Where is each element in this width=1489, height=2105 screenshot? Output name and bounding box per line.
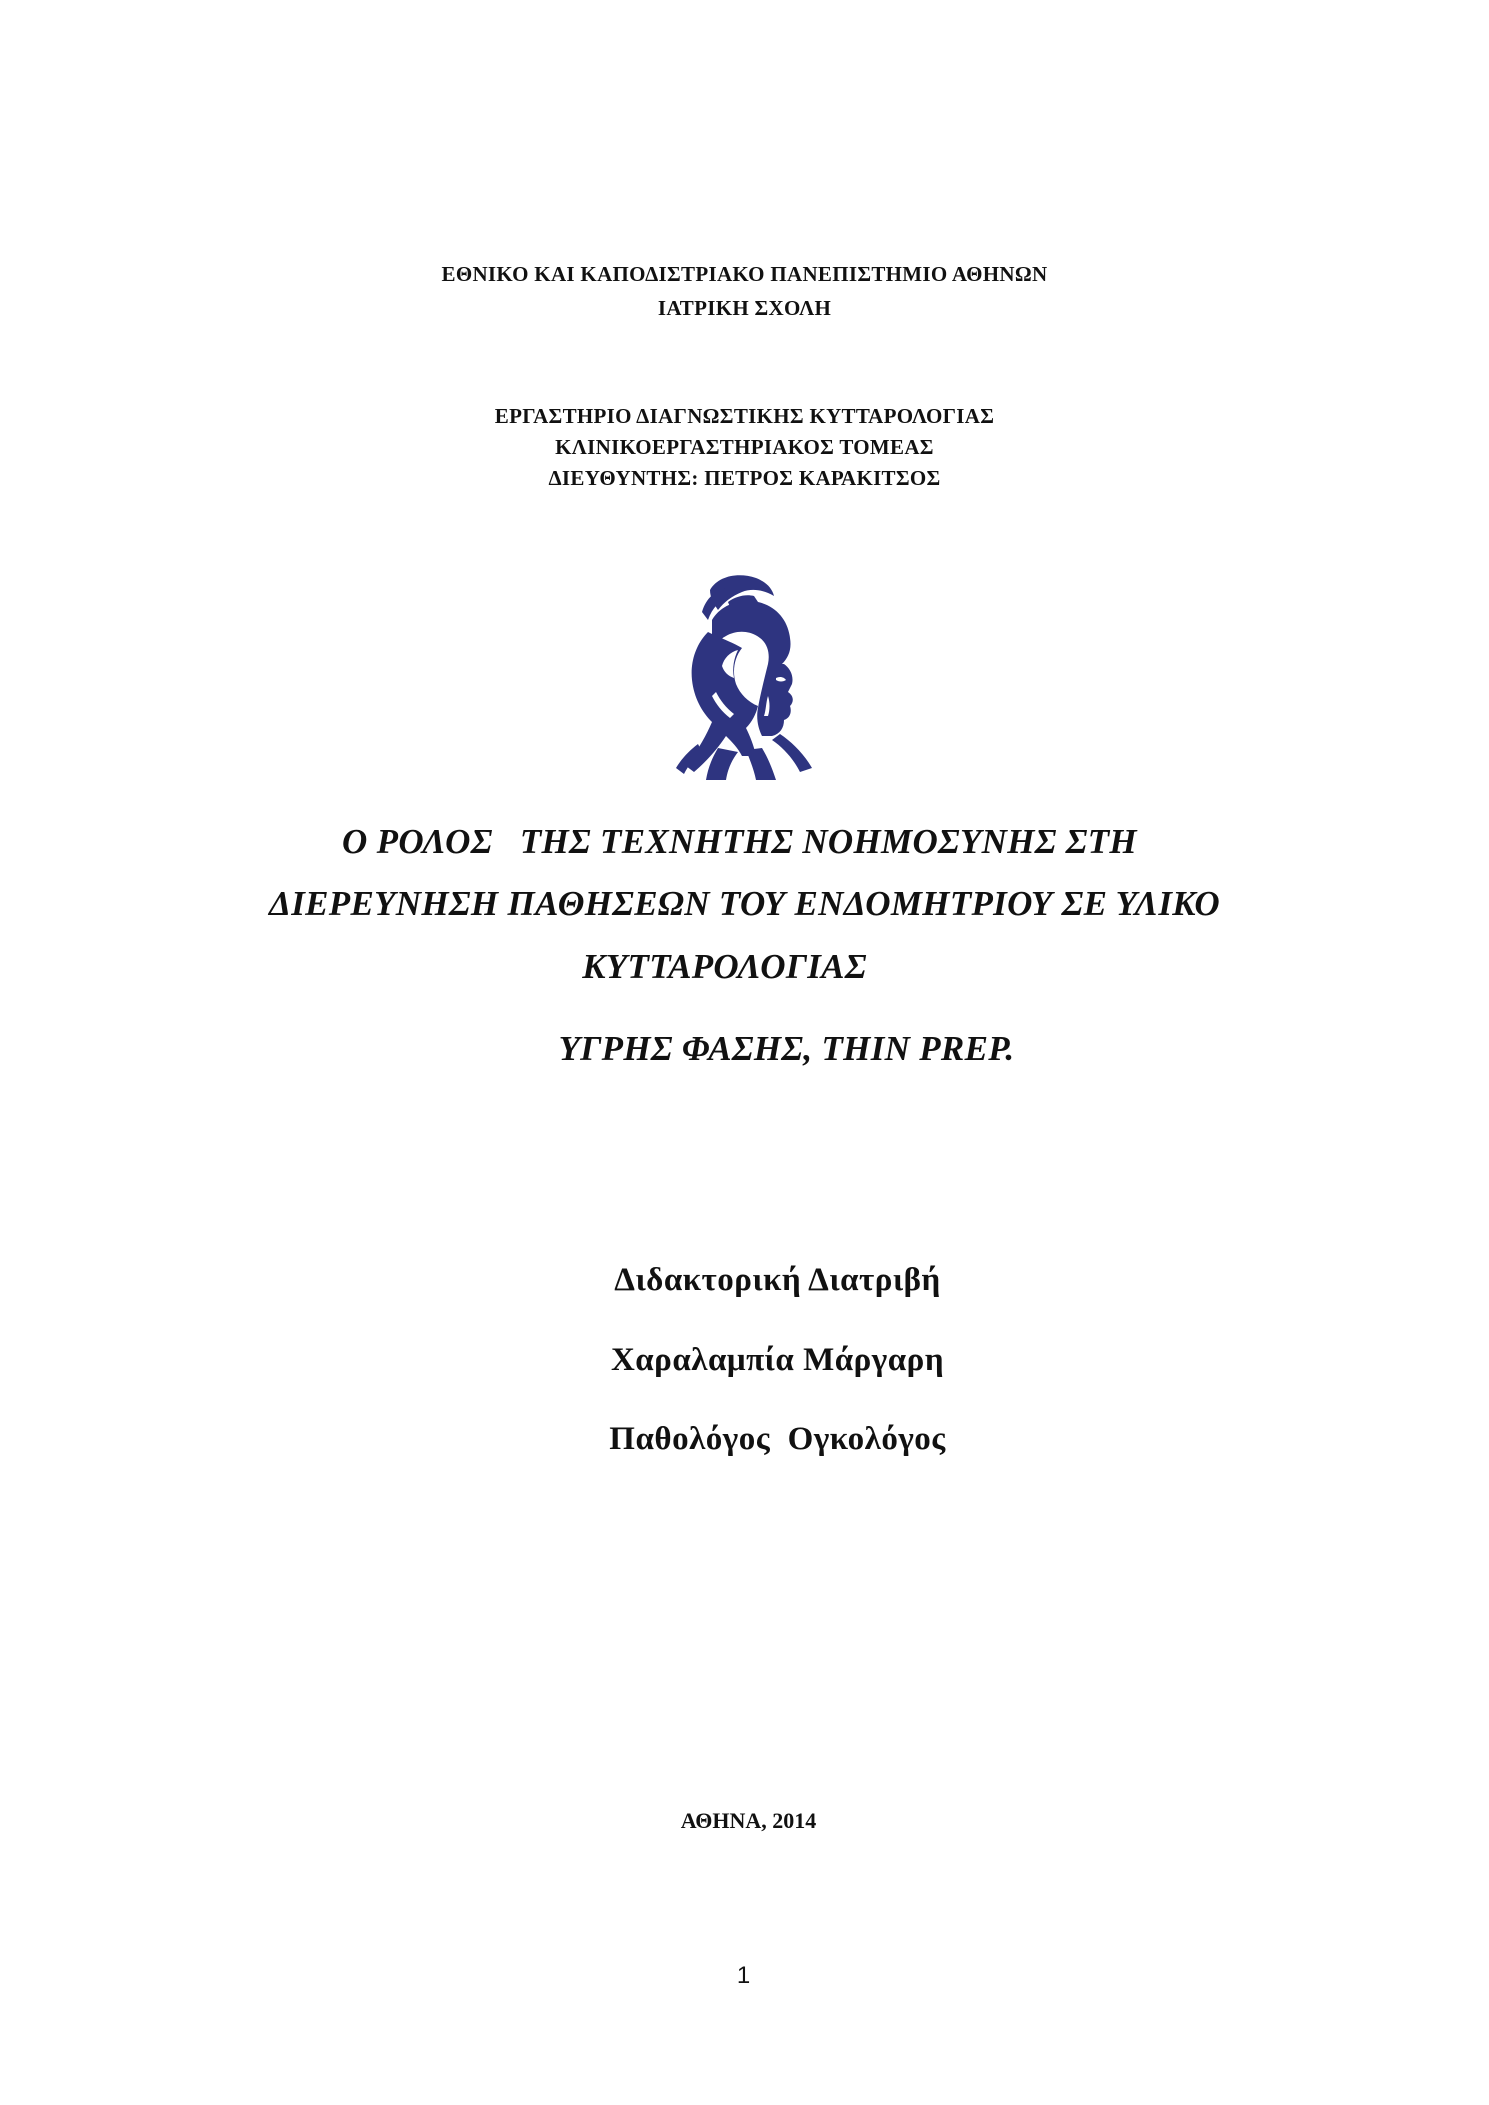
place-year: ΑΘΗΝΑ, 2014 — [680, 1808, 817, 1833]
author-name: Χαραλαμπία Μάργαρη — [610, 1342, 945, 1378]
university-name: ΕΘΝΙΚΟ ΚΑΙ ΚΑΠΟΔΙΣΤΡΙΑΚΟ ΠΑΝΕΠΙΣΤΗΜΙΟ ΑΘΗΝΩΝ — [441, 262, 1048, 286]
school-name: ΙΑΤΡΙΚΗ ΣΧΟΛΗ — [657, 296, 832, 320]
laboratory-name: ΕΡΓΑΣΤΗΡΙΟ ΔΙΑΓΝΩΣΤΙΚΗΣ ΚΥΤΤΑΡΟΛΟΓΙΑΣ — [494, 404, 995, 428]
athena-head-logo-icon — [672, 572, 824, 780]
department-name: ΚΛΙΝΙΚΟΕΡΓΑΣΤΗΡΙΑΚΟΣ ΤΟΜΕΑΣ — [555, 435, 934, 459]
title-line-4: ΥΓΡΗΣ ΦΑΣΗΣ, THIN PREP. — [558, 1029, 1015, 1068]
page-number: 1 — [736, 1962, 751, 1989]
title-line-2: ΔΙΕΡΕΥΝΗΣΗ ΠΑΘΗΣΕΩΝ ΤΟΥ ΕΝΔΟΜΗΤΡΙΟΥ ΣΕ ΥΛΙΚΟ — [268, 884, 1220, 923]
author-specialty: Παθολόγος Ογκολόγος — [609, 1421, 946, 1457]
title-line-1: Ο ΡΟΛΟΣ ΤΗΣ ΤΕΧΝΗΤΗΣ ΝΟΗΜΟΣΥΝΗΣ ΣΤΗ — [342, 822, 1137, 861]
director-name: ΔΙΕΥΘΥΝΤΗΣ: ΠΕΤΡΟΣ ΚΑΡΑΚΙΤΣΟΣ — [548, 466, 941, 490]
title-line-3: ΚΥΤΤΑΡΟΛΟΓΙΑΣ — [582, 947, 867, 986]
document-type: Διδακτορική Διατριβή — [614, 1262, 941, 1298]
